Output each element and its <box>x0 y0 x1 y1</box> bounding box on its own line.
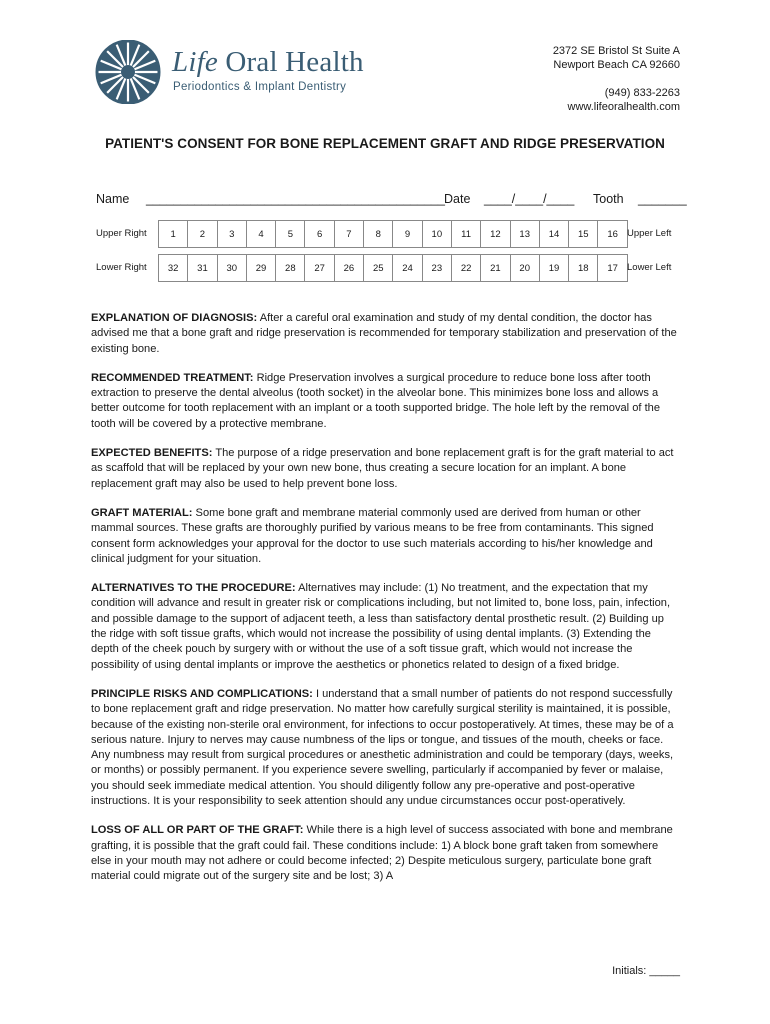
consent-section <box>91 581 681 673</box>
tooth-cell[interactable]: 3 <box>217 220 247 248</box>
tooth-cell[interactable]: 20 <box>510 254 540 282</box>
date-field[interactable]: ____/____/____ <box>484 192 575 206</box>
consent-section <box>91 371 681 432</box>
consent-section <box>91 687 681 809</box>
tooth-cell[interactable]: 2 <box>187 220 217 248</box>
consent-section <box>91 311 681 357</box>
section-text: I understand that a small number of patients do not respond successfully to bone replacement graft and ridge preservation. No matter how carefully surgical sterility is maintained, it is possible, because of the existing non-sterile oral environment, for infections to occur postoperatively. At times, these may be of a serious nature. Injury to nerves may cause numbness of the lips or tongue, and tissues of the mouth, cheeks or face. Any numbness may result from surgical procedures or anesthetic administration and could be temporary (days, weeks, or months) or possibly permanent. If you experience severe swelling, particularly if accompanied by fever or malaise, you should seek immediate medical attention. You should diligently follow any pre-operative and post-operative instructions. It is your responsibility to seek attention should any undue circumstances occur post-operatively. <box>91 687 674 808</box>
tooth-cell[interactable]: 16 <box>597 220 627 248</box>
tooth-cell[interactable]: 21 <box>480 254 510 282</box>
section-text: Some bone graft and membrane material commonly used are derived from human or other mammal sources. These grafts are thoroughly purified by various means to be free from contaminants. This signed consent form acknowledges your approval for the doctor to use such materials according to his/her knowledge and clinical judgment for your situation. <box>91 506 654 565</box>
logo-mark-icon <box>95 40 161 104</box>
tooth-cell[interactable]: 1 <box>158 220 188 248</box>
section-text: Ridge Preservation involves a surgical procedure to reduce bone loss after tooth extraction to preserve the dental alveolus (tooth socket) in the alveolar bone. This minimizes bone loss and allows a better outcome for tooth replacement with an implant or a tooth supported bridge. The hole left by the removal of the tooth will be covered by a protective membrane. <box>91 371 660 430</box>
tooth-cell[interactable]: 19 <box>539 254 569 282</box>
name-field[interactable]: ___________________________________________ <box>146 192 445 206</box>
consent-section <box>91 506 681 567</box>
lower-left-label: Lower Left <box>627 262 672 273</box>
brand-name <box>172 46 364 79</box>
tooth-cell[interactable]: 26 <box>334 254 364 282</box>
initials-field[interactable]: Initials: _____ <box>612 965 680 977</box>
tooth-cell[interactable]: 18 <box>568 254 598 282</box>
section-text: While there is a high level of success associated with bone and membrane grafting, it is possible that the graft could fail. These conditions include: 1) A block bone graft taken from somewhere else in your mouth may not adhere or could become infected; 2) Despite meticulous surgery, particulate bone graft material could migrate out of the surgery site and be lost; 3) A <box>91 824 673 883</box>
tooth-cell[interactable]: 4 <box>246 220 276 248</box>
tooth-cell[interactable]: 22 <box>451 254 481 282</box>
tooth-cell[interactable]: 11 <box>451 220 481 248</box>
section-heading: PRINCIPLE RISKS AND COMPLICATIONS: <box>91 687 313 700</box>
clinic-address <box>553 44 680 114</box>
section-heading: EXPECTED BENEFITS: <box>91 447 213 460</box>
section-heading: ALTERNATIVES TO THE PROCEDURE: <box>91 582 296 595</box>
tooth-field[interactable]: _______ <box>638 192 687 206</box>
tooth-cell[interactable]: 15 <box>568 220 598 248</box>
tooth-cell[interactable]: 7 <box>334 220 364 248</box>
tooth-cell[interactable]: 30 <box>217 254 247 282</box>
tooth-cell[interactable]: 28 <box>275 254 305 282</box>
lower-teeth-cells <box>159 254 628 282</box>
tooth-label: Tooth <box>593 192 624 206</box>
patient-info-row <box>96 192 696 210</box>
clinic-website: www.lifeoralhealth.com <box>567 101 680 113</box>
consent-section <box>91 446 681 492</box>
tooth-cell[interactable]: 14 <box>539 220 569 248</box>
tooth-cell[interactable]: 8 <box>363 220 393 248</box>
tooth-cell[interactable]: 10 <box>422 220 452 248</box>
tooth-cell[interactable]: 17 <box>597 254 627 282</box>
consent-section <box>91 823 681 884</box>
tooth-cell[interactable]: 6 <box>304 220 334 248</box>
section-heading: LOSS OF ALL OR PART OF THE GRAFT: <box>91 824 304 837</box>
section-text: The purpose of a ridge preservation and bone replacement graft is for the graft material to act as scaffold that will be replaced by your own new bone, thus creating a secure location for an implant. A bone replacement graft may also be used to help prevent bone loss. <box>91 447 674 490</box>
tooth-cell[interactable]: 29 <box>246 254 276 282</box>
clinic-logo <box>95 40 395 104</box>
tooth-chart <box>92 220 692 281</box>
brand-tagline: Periodontics & Implant Dentistry <box>173 81 347 93</box>
tooth-cell[interactable]: 23 <box>422 254 452 282</box>
tooth-cell[interactable]: 9 <box>392 220 422 248</box>
tooth-cell[interactable]: 25 <box>363 254 393 282</box>
tooth-cell[interactable]: 24 <box>392 254 422 282</box>
upper-left-label: Upper Left <box>627 228 672 239</box>
consent-body <box>91 311 681 899</box>
tooth-cell[interactable]: 27 <box>304 254 334 282</box>
document-title: PATIENT'S CONSENT FOR BONE REPLACEMENT GRAFT AND RIDGE PRESERVATION <box>105 136 665 151</box>
section-text: After a careful oral examination and study of my dental condition, the doctor has advised me that a bone graft and ridge preservation is recommended for temporary stabilization and preservation of the existing bone. <box>91 312 677 355</box>
upper-teeth-cells <box>159 220 628 248</box>
address-line-2: Newport Beach CA 92660 <box>553 59 680 71</box>
brand-rest: Oral Health <box>225 46 364 78</box>
tooth-cell[interactable]: 32 <box>158 254 188 282</box>
tooth-cell[interactable]: 12 <box>480 220 510 248</box>
section-heading: RECOMMENDED TREATMENT: <box>91 371 254 384</box>
tooth-cell[interactable]: 31 <box>187 254 217 282</box>
upper-right-label: Upper Right <box>96 228 147 239</box>
name-label: Name <box>96 192 130 206</box>
upper-teeth-row <box>92 220 692 247</box>
section-text: Alternatives may include: (1) No treatment, and the expectation that my condition will advance and result in greater risk or complications including, but not limited to, bone loss, pain, infection, and possible damage to the support of adjacent teeth, a less than satisfactory dental prosthetic result. (2) Building up the ridge with soft tissue grafts, which would not increase the possibility of using dental implants. (3) Extending the depth of the cheek pouch by surgery with or without the use of a soft tissue graft, which would not increase the possibility of using dental implants or improve the aesthetics or phonetics related to design of a fixed bridge. <box>91 582 671 671</box>
address-line-1: 2372 SE Bristol St Suite A <box>552 45 680 57</box>
date-label: Date <box>444 192 471 206</box>
section-heading: EXPLANATION OF DIAGNOSIS: <box>91 312 258 324</box>
lower-teeth-row <box>92 254 692 281</box>
tooth-cell[interactable]: 13 <box>510 220 540 248</box>
clinic-phone: (949) 833-2263 <box>604 87 680 99</box>
section-heading: GRAFT MATERIAL: <box>91 506 193 519</box>
tooth-cell[interactable]: 5 <box>275 220 305 248</box>
lower-right-label: Lower Right <box>96 262 147 273</box>
brand-life: Life <box>172 46 218 78</box>
